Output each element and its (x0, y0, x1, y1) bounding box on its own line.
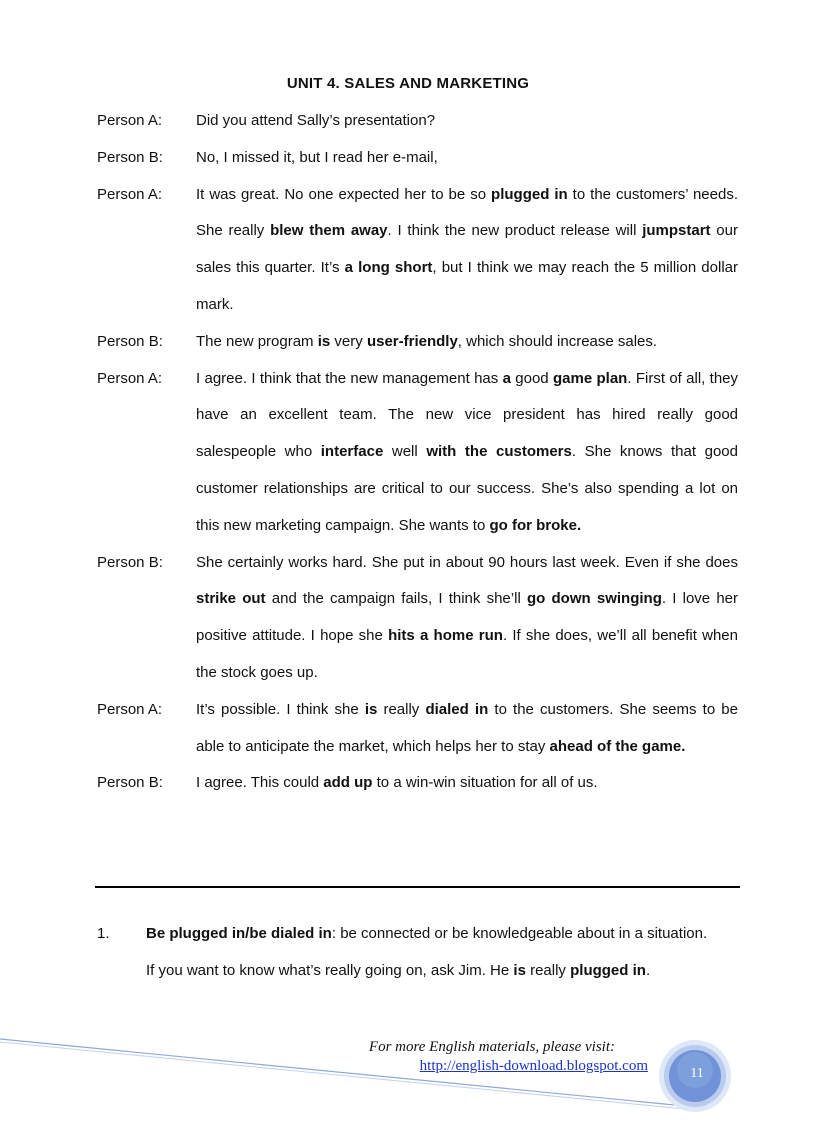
text-run: really (377, 700, 426, 718)
text-run: . I love her positive attitude. I hope she (196, 590, 739, 645)
text-run: . First of all, they have an excellent team. The new vice president has hired really good salespeople who (196, 369, 739, 461)
text-run: It was great. No one expected her to be so (196, 185, 492, 203)
text-run: really (525, 961, 571, 979)
speech-text (196, 545, 738, 692)
bold-phrase: user-friendly (366, 332, 458, 350)
bold-phrase: with the customers (426, 443, 572, 461)
dialogue-turn (97, 140, 738, 177)
text-run: to a win-win situation for all of us. (372, 774, 598, 792)
speech-text (196, 177, 738, 324)
text-run: . I think the new product release will (387, 222, 643, 240)
bold-phrase: blew them away (270, 222, 388, 240)
bold-phrase: is (317, 332, 331, 350)
text-run: our sales this quarter. It’s (196, 222, 738, 277)
bold-phrase: a (502, 369, 511, 387)
text-run: Did you attend Sally’s presentation? (196, 112, 436, 129)
text-run: , which should increase sales. (457, 332, 658, 350)
dialogue (97, 103, 738, 802)
dialogue-turn (97, 361, 738, 545)
bold-phrase: dialed in (425, 700, 489, 718)
bold-phrase: plugged in (570, 961, 646, 979)
text-run: . If she does, we’ll all benefit when the stock goes up. (196, 627, 738, 681)
bold-phrase: go down swinging (526, 590, 662, 608)
bold-phrase: is (513, 961, 526, 979)
speaker-label: Person A: (97, 112, 163, 129)
text-run: very (330, 332, 367, 350)
speech-text (196, 765, 738, 802)
bold-phrase: jumpstart (642, 222, 711, 240)
definition-example (97, 953, 738, 990)
bold-phrase: hits a home run (388, 627, 503, 645)
definition-meaning: : be connected or be knowledgeable about in a situation. (331, 925, 708, 942)
speech-text (196, 361, 738, 545)
text-run: . (645, 961, 651, 979)
speaker-label: Person A: (97, 369, 163, 387)
bold-phrase: go for broke. (489, 516, 582, 534)
text-run: It’s possible. I think she (196, 700, 365, 718)
bold-phrase: a long short (344, 259, 433, 277)
speaker-label: Person A: (97, 700, 163, 718)
bold-phrase: is (364, 700, 378, 718)
text-run: . She knows that good customer relationships are critical to our success. She’s also spending a lot on this new marketing campaign. She wants to (196, 443, 738, 534)
bold-phrase: plugged in (491, 185, 568, 203)
speech-text (196, 140, 738, 177)
page-number: 11 (690, 1066, 704, 1081)
text-run: I agree. This could (196, 774, 324, 792)
page-title: UNIT 4. SALES AND MARKETING (286, 75, 530, 92)
speech-text (196, 324, 738, 361)
definition-term: Be plugged in/be dialed in (146, 925, 332, 942)
speaker-label: Person B: (97, 774, 163, 792)
speaker-label: Person B: (97, 148, 163, 166)
definition-1 (97, 916, 738, 989)
definition-text (146, 916, 738, 953)
text-run: I agree. I think that the new management has (196, 369, 503, 387)
text-run: The new program (196, 332, 318, 350)
dialogue-turn (97, 545, 738, 692)
footer (300, 1038, 648, 1075)
dialogue-turn (97, 765, 738, 802)
section-divider (95, 886, 740, 888)
text-run: to the customers’ needs. She really (196, 185, 738, 240)
speaker-label: Person A: (97, 185, 163, 203)
bold-phrase: strike out (196, 590, 266, 608)
speaker-label: Person B: (97, 553, 163, 571)
dialogue-turn (97, 177, 738, 324)
text-run: good (510, 369, 553, 387)
speech-text (196, 692, 738, 766)
definition-number: 1. (97, 925, 110, 942)
bold-phrase: game plan (552, 369, 628, 387)
text-run: She certainly works hard. She put in about 90 hours last week. Even if she does (196, 553, 738, 571)
dialogue-turn (97, 324, 738, 361)
text-run: well (383, 443, 427, 461)
bold-phrase: add up (323, 774, 373, 792)
text-run: , but I think we may reach the 5 million dollar mark. (196, 259, 738, 313)
speaker-label: Person B: (97, 332, 163, 350)
text-run: If you want to know what’s really going on, ask Jim. He (146, 961, 514, 979)
speech-text (196, 103, 738, 140)
footer-visit-text: For more English materials, please visit: (368, 1039, 615, 1055)
bold-phrase: interface (320, 443, 384, 461)
text-run: and the campaign fails, I think she’ll (265, 590, 527, 608)
text-run: to the customers. She seems to be able to anticipate the market, which helps her to stay (196, 700, 738, 755)
text-run: No, I missed it, but I read her e-mail, (196, 148, 438, 166)
footer-link[interactable]: http://english-download.blogspot.com (419, 1058, 648, 1074)
dialogue-turn (97, 692, 738, 766)
dialogue-turn (97, 103, 738, 140)
bold-phrase: ahead of the game. (549, 737, 686, 755)
